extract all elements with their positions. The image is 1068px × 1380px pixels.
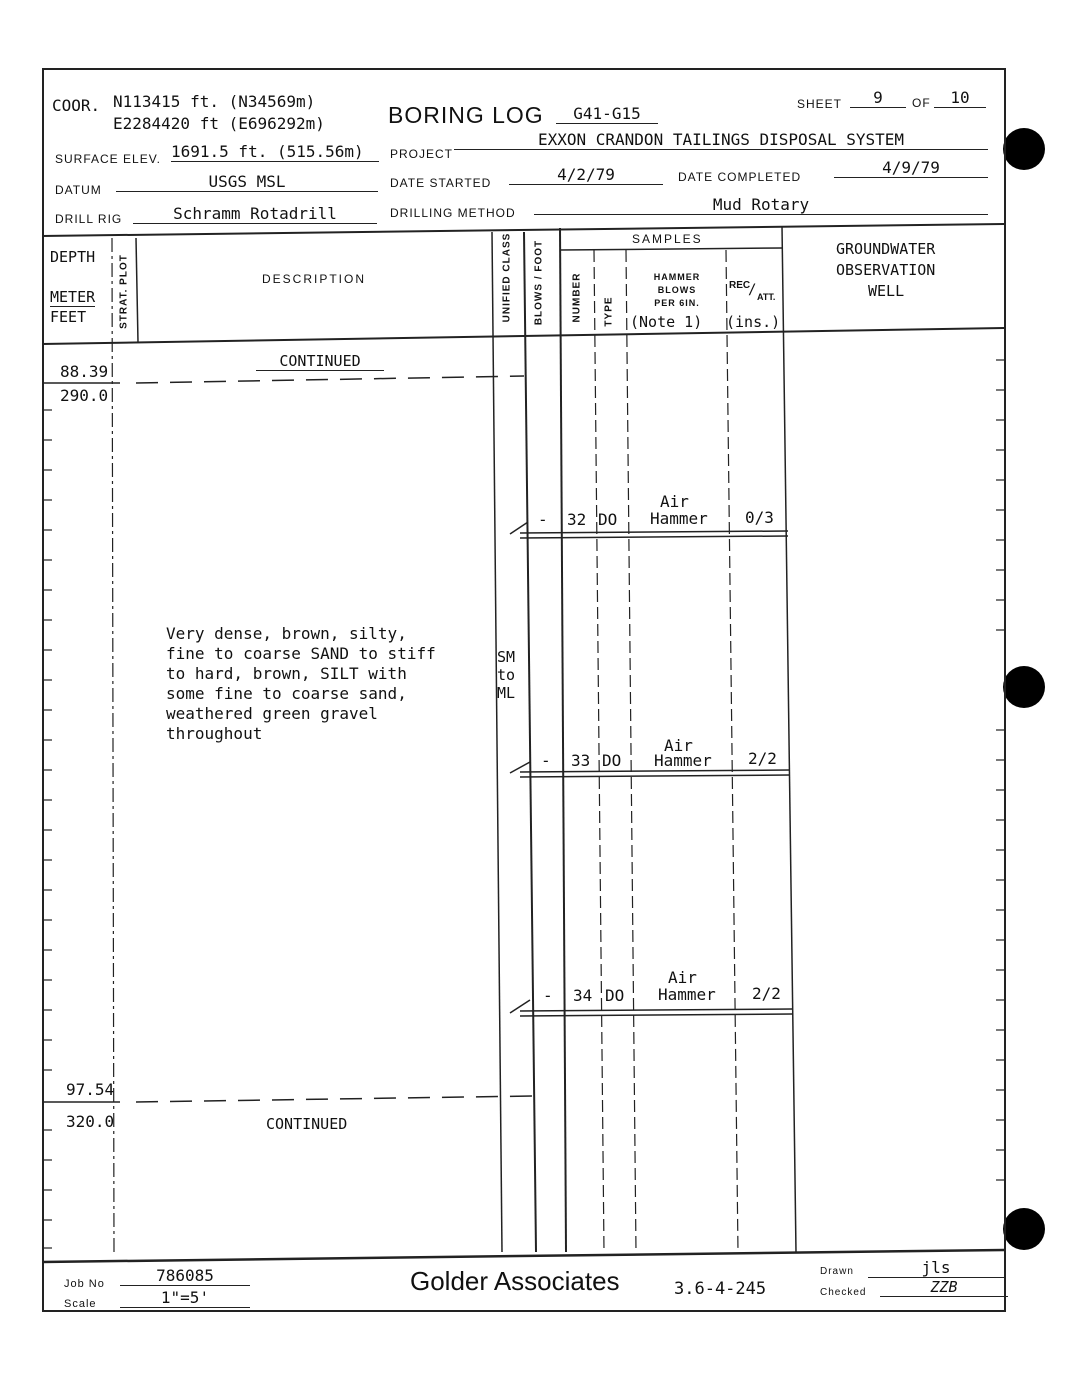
sample-hammer-2: Hammer (658, 985, 716, 1004)
groundwater-header-2: OBSERVATION (836, 261, 936, 279)
surface-elev-value: 1691.5 ft. (515.56m) (171, 142, 379, 162)
groundwater-header-1: GROUNDWATER (836, 240, 936, 258)
ins-header: (ins.) (726, 313, 781, 331)
sample-number: 33 (571, 751, 591, 770)
drill-rig-label: DRILL RIG (55, 212, 123, 226)
scale-label: Scale (64, 1298, 97, 1310)
sample-rec: 2/2 (748, 749, 777, 768)
job-no-label: Job No (64, 1278, 105, 1290)
scale-value: 1"=5' (120, 1288, 250, 1308)
sample-blows: - (541, 751, 551, 770)
top-continued-label: CONTINUED (256, 352, 384, 371)
drawn-label: Drawn (820, 1266, 854, 1277)
sheet-label: SHEET (797, 97, 843, 111)
att-header: ATT. (757, 292, 776, 302)
number-header: NUMBER (571, 272, 583, 323)
company-name: Golder Associates (410, 1266, 620, 1296)
rec-header: REC (729, 280, 751, 291)
coor-label: COOR. (52, 96, 101, 115)
bottom-depth-feet: 320.0 (66, 1112, 115, 1131)
drilling-method-value: Mud Rotary (534, 195, 988, 215)
drawn-value: jls (868, 1258, 1004, 1278)
date-started-value: 4/2/79 (509, 165, 663, 185)
sample-hammer-2: Hammer (654, 751, 712, 770)
hammer-header-1: HAMMER (653, 272, 701, 282)
depth-header: DEPTH (50, 248, 96, 266)
sample-type: DO (602, 751, 622, 770)
hammer-header-3: PER 6IN. (654, 298, 700, 308)
hammer-header-2: BLOWS (657, 285, 697, 295)
sample-hammer-1: Air (668, 968, 697, 987)
description-header: DESCRIPTION (262, 272, 367, 286)
unified-class-value: SM to ML (497, 648, 516, 702)
coor-line-1: N113415 ft. (N34569m) (113, 92, 316, 111)
datum-value: USGS MSL (116, 172, 378, 192)
sample-type: DO (605, 986, 625, 1005)
sheet-total: 10 (934, 88, 986, 108)
samples-header: SAMPLES (632, 232, 703, 246)
top-depth-meter: 88.39 (60, 362, 109, 381)
bottom-depth-meter: 97.54 (66, 1080, 115, 1099)
date-started-label: DATE STARTED (390, 176, 492, 190)
drill-rig-value: Schramm Rotadrill (133, 204, 377, 224)
project-label: PROJECT (390, 147, 454, 161)
of-label: OF (912, 96, 931, 110)
sample-hammer-1: Air (664, 736, 693, 755)
soil-description: Very dense, brown, silty, fine to coarse SAND to stiff to hard, brown, SILT with some fine to coarse sand, weathered green gravel throughout (166, 624, 436, 743)
sample-rec: 2/2 (752, 984, 781, 1003)
feet-header: FEET (50, 308, 87, 326)
date-completed-label: DATE COMPLETED (678, 170, 802, 184)
groundwater-header-3: WELL (868, 282, 905, 300)
top-depth-feet: 290.0 (60, 386, 109, 405)
strat-plot-header: STRAT. PLOT (118, 254, 130, 329)
project-value: EXXON CRANDON TAILINGS DISPOSAL SYSTEM (454, 130, 988, 150)
boring-log-title: BORING LOG (388, 102, 544, 128)
checked-label: Checked (820, 1287, 867, 1298)
sample-hammer-2: Hammer (650, 509, 708, 528)
rec-att-slash: / (748, 282, 757, 298)
sample-blows: - (543, 986, 553, 1005)
sample-number: 32 (567, 510, 587, 529)
sample-number: 34 (573, 986, 593, 1005)
datum-label: DATUM (55, 183, 102, 197)
coor-line-2: E2284420 ft (E696292m) (113, 114, 325, 133)
sample-hammer-1: Air (660, 492, 689, 511)
surface-elev-label: SURFACE ELEV. (55, 152, 161, 166)
checked-value: ZZB (880, 1278, 1008, 1297)
boring-id: G41-G15 (556, 104, 658, 124)
type-header: TYPE (603, 296, 615, 327)
bottom-continued-label: CONTINUED (266, 1115, 348, 1133)
unified-class-header: UNIFIED CLASS (501, 232, 513, 323)
sheet-number: 9 (850, 88, 906, 108)
drilling-method-label: DRILLING METHOD (390, 206, 516, 220)
date-completed-value: 4/9/79 (834, 158, 988, 178)
sample-type: DO (598, 510, 618, 529)
job-no-value: 786085 (120, 1266, 250, 1286)
hammer-note-header: (Note 1) (630, 313, 703, 331)
blows-foot-header: BLOWS / FOOT (533, 239, 545, 326)
meter-header: METER (50, 288, 96, 306)
sample-blows: - (538, 510, 548, 529)
sample-rec: 0/3 (745, 508, 774, 527)
form-number: 3.6-4-245 (674, 1279, 767, 1299)
